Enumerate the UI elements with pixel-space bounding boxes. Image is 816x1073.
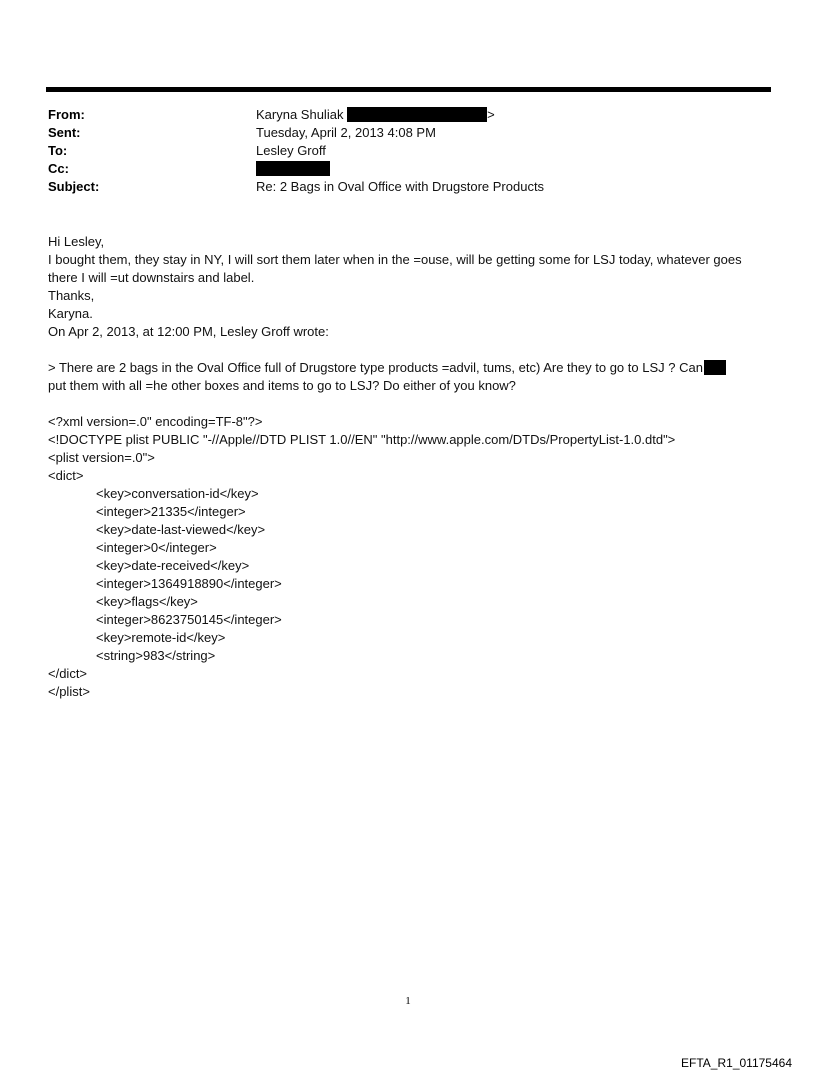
xml-line: <integer>1364918890</integer> <box>96 576 282 591</box>
xml-line: <key>date-last-viewed</key> <box>96 522 266 537</box>
xml-line: <integer>0</integer> <box>96 540 217 555</box>
spacer <box>48 395 758 413</box>
cc-value <box>256 160 330 178</box>
cc-row <box>48 160 768 178</box>
greeting: Hi Lesley, <box>48 234 105 249</box>
from-value <box>256 106 495 124</box>
xml-line: <integer>21335</integer> <box>96 504 246 519</box>
redaction-box <box>347 107 487 122</box>
sent-value: Tuesday, April 2, 2013 4:08 PM <box>256 125 436 140</box>
spacer <box>48 341 758 359</box>
from-row <box>48 106 768 124</box>
body-paragraph: I bought them, they stay in NY, I will sort them later when in the =ouse, will be getting some for LSJ today, whatever goes there I will =ut downstairs and label. <box>48 252 742 285</box>
xml-line: <dict> <box>48 468 84 483</box>
xml-line: <key>conversation-id</key> <box>96 486 259 501</box>
xml-line: <string>983</string> <box>96 648 216 663</box>
sent-label: Sent: <box>48 125 81 140</box>
quoted-text-part2: put them with all =he other boxes and items to go to LSJ? Do either of you know? <box>48 378 516 393</box>
to-row <box>48 142 768 160</box>
cc-label: Cc: <box>48 161 69 176</box>
to-value: Lesley Groff <box>256 143 326 158</box>
xml-line: <plist version=.0"> <box>48 450 155 465</box>
subject-label: Subject: <box>48 179 100 194</box>
xml-line: <key>date-received</key> <box>96 558 250 573</box>
document-id: EFTA_R1_01175464 <box>681 1056 792 1070</box>
xml-line: </plist> <box>48 684 90 699</box>
redaction-box <box>704 360 726 375</box>
email-body <box>48 233 758 701</box>
quote-intro: On Apr 2, 2013, at 12:00 PM, Lesley Groff wrote: <box>48 324 329 339</box>
header-rule <box>46 87 771 92</box>
thanks-line: Thanks, <box>48 288 95 303</box>
xml-line: </dict> <box>48 666 88 681</box>
xml-line: <!DOCTYPE plist PUBLIC "-//Apple//DTD PLIST 1.0//EN" "http://www.apple.com/DTDs/PropertyList-1.0.dtd"> <box>48 432 676 447</box>
xml-line: <integer>8623750145</integer> <box>96 612 282 627</box>
xml-line: <key>flags</key> <box>96 594 198 609</box>
quoted-text-part1: > There are 2 bags in the Oval Office full of Drugstore type products =advil, tums, etc) Are they to go to LSJ ? Can <box>48 360 703 375</box>
page-number: 1 <box>405 995 411 1007</box>
quoted-message <box>48 359 758 395</box>
from-label: From: <box>48 107 85 122</box>
signature: Karyna. <box>48 306 93 321</box>
from-name: Karyna Shuliak <box>256 107 344 122</box>
from-suffix: > <box>487 107 495 122</box>
sent-row <box>48 124 768 142</box>
subject-value: Re: 2 Bags in Oval Office with Drugstore Products <box>256 179 545 194</box>
redaction-box <box>256 161 330 176</box>
xml-plist-block <box>48 413 758 701</box>
xml-line: <key>remote-id</key> <box>96 630 226 645</box>
to-label: To: <box>48 143 68 158</box>
subject-row <box>48 178 768 196</box>
xml-line: <?xml version=.0" encoding=TF-8"?> <box>48 414 263 429</box>
email-header <box>48 106 768 196</box>
